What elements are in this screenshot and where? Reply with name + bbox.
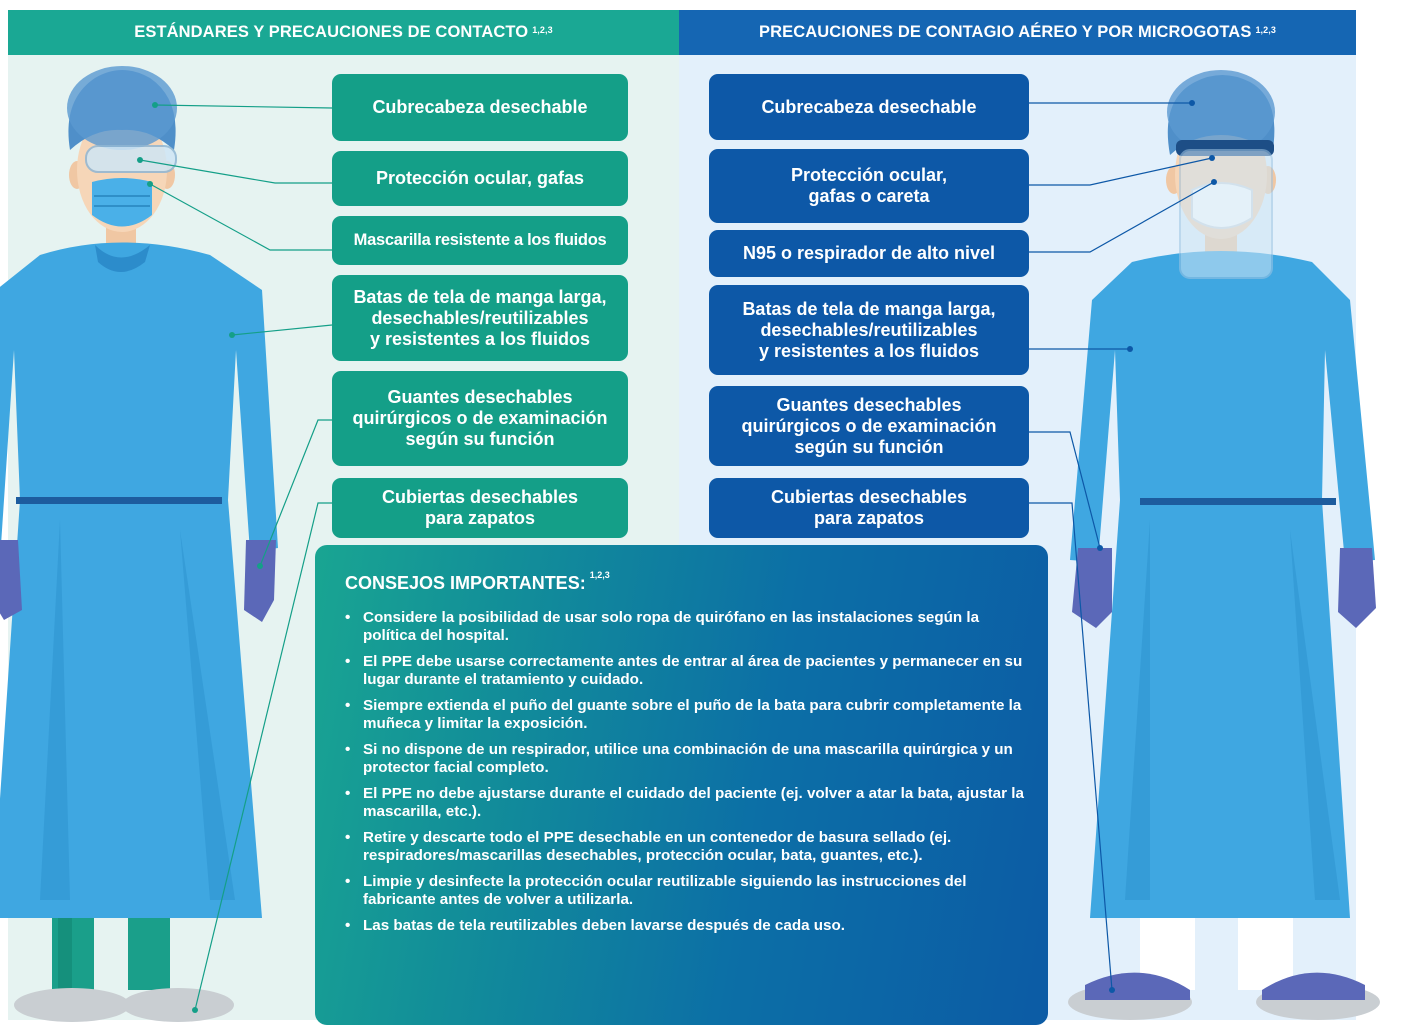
tip-item: • Si no dispone de un respirador, utilice una combinación de una mascarilla quirúrgica y un protector facial completo. <box>343 741 1033 777</box>
airborne-precautions-title: PRECAUCIONES DE CONTAGIO AÉREO Y POR MICROGOTAS <box>759 23 1252 41</box>
contact-eye-protection-label <box>332 151 628 206</box>
tip-item: • El PPE no debe ajustarse durante el cuidado del paciente (ej. volver a atar la bata, ajustar la mascarilla, etc.). <box>343 785 1033 821</box>
contact-gloves-line-3: según su función <box>405 429 555 449</box>
airborne-eye-protection-line-1: Protección ocular, <box>790 165 948 185</box>
airborne-gloves-line-2: quirúrgicos o de examinación <box>741 415 997 436</box>
tip-item: • Considere la posibilidad de usar solo ropa de quirófano en las instalaciones según la política del hospital. <box>343 609 1033 645</box>
airborne-gown-line-1: Batas de tela de manga larga, <box>742 298 996 319</box>
airborne-gown-line-2: desechables/reutilizables <box>760 319 978 340</box>
contact-mask-label <box>332 216 628 265</box>
tip-item: • El PPE debe usarse correctamente antes de entrar al área de pacientes y permanecer en su lugar durante el tratamiento y cuidado. <box>343 653 1033 689</box>
airborne-head-cover-text: Cubrecabeza desechable <box>761 96 977 117</box>
airborne-precautions-reference: 1,2,3 <box>1255 24 1276 35</box>
airborne-eye-protection-label <box>709 149 1029 223</box>
airborne-shoe-cover-line-2: para zapatos <box>813 508 925 528</box>
healthcare-worker-contact-ppe-icon <box>0 66 278 1022</box>
airborne-shoe-cover-label <box>709 478 1029 538</box>
airborne-n95-label <box>709 230 1029 277</box>
important-tips-reference: 1,2,3 <box>589 570 610 580</box>
contact-gloves-line-2: quirúrgicos o de examinación <box>352 408 608 428</box>
important-tips-title: CONSEJOS IMPORTANTES: <box>345 573 586 593</box>
airborne-gloves-line-1: Guantes desechables <box>776 394 962 415</box>
important-tips-heading <box>345 570 610 594</box>
tip-item: • Limpie y desinfecte la protección ocular reutilizable siguiendo las instrucciones del fabricante antes de volver a utilizarla. <box>343 873 1033 909</box>
contact-gown-line-2: desechables/reutilizables <box>371 307 589 328</box>
contact-head-cover-text: Cubrecabeza desechable <box>372 97 588 117</box>
contact-gown-label <box>332 275 628 361</box>
contact-gown-line-1: Batas de tela de manga larga, <box>353 286 607 307</box>
important-tips-panel <box>315 545 1048 1025</box>
contact-precautions-reference: 1,2,3 <box>532 24 553 35</box>
contact-gloves-label <box>332 371 628 466</box>
healthcare-worker-airborne-ppe-icon <box>1068 70 1380 1020</box>
contact-gloves-line-1: Guantes desechables <box>387 387 573 407</box>
airborne-n95-text: N95 o respirador de alto nivel <box>742 243 996 263</box>
airborne-gown-line-3: y resistentes a los fluidos <box>758 340 980 361</box>
airborne-gown-label <box>709 285 1029 375</box>
contact-mask-text: Mascarilla resistente a los fluidos <box>353 231 607 249</box>
important-tips-list <box>343 609 1033 943</box>
airborne-head-cover-label <box>709 74 1029 140</box>
airborne-eye-protection-line-2: gafas o careta <box>808 186 930 206</box>
airborne-shoe-cover-line-1: Cubiertas desechables <box>770 487 968 507</box>
contact-head-cover-label <box>332 74 628 141</box>
contact-shoe-cover-line-2: para zapatos <box>424 508 536 528</box>
tip-item: • Retire y descarte todo el PPE desechable en un contenedor de basura sellado (ej. respiradores/mascarillas desechables, protección ocular, bata, guantes, etc.). <box>343 829 1033 865</box>
tip-item: • Las batas de tela reutilizables deben lavarse después de cada uso. <box>343 917 1033 935</box>
airborne-gloves-label <box>709 386 1029 466</box>
tip-item: • Siempre extienda el puño del guante sobre el puño de la bata para cubrir completamente la muñeca y limitar la exposición. <box>343 697 1033 733</box>
airborne-gloves-line-3: según su función <box>794 436 944 457</box>
contact-shoe-cover-label <box>332 478 628 538</box>
contact-precautions-title: ESTÁNDARES Y PRECAUCIONES DE CONTACTO <box>134 23 529 41</box>
contact-gown-line-3: y resistentes a los fluidos <box>369 328 591 349</box>
contact-eye-protection-text: Protección ocular, gafas <box>375 168 585 188</box>
contact-shoe-cover-line-1: Cubiertas desechables <box>381 487 579 507</box>
